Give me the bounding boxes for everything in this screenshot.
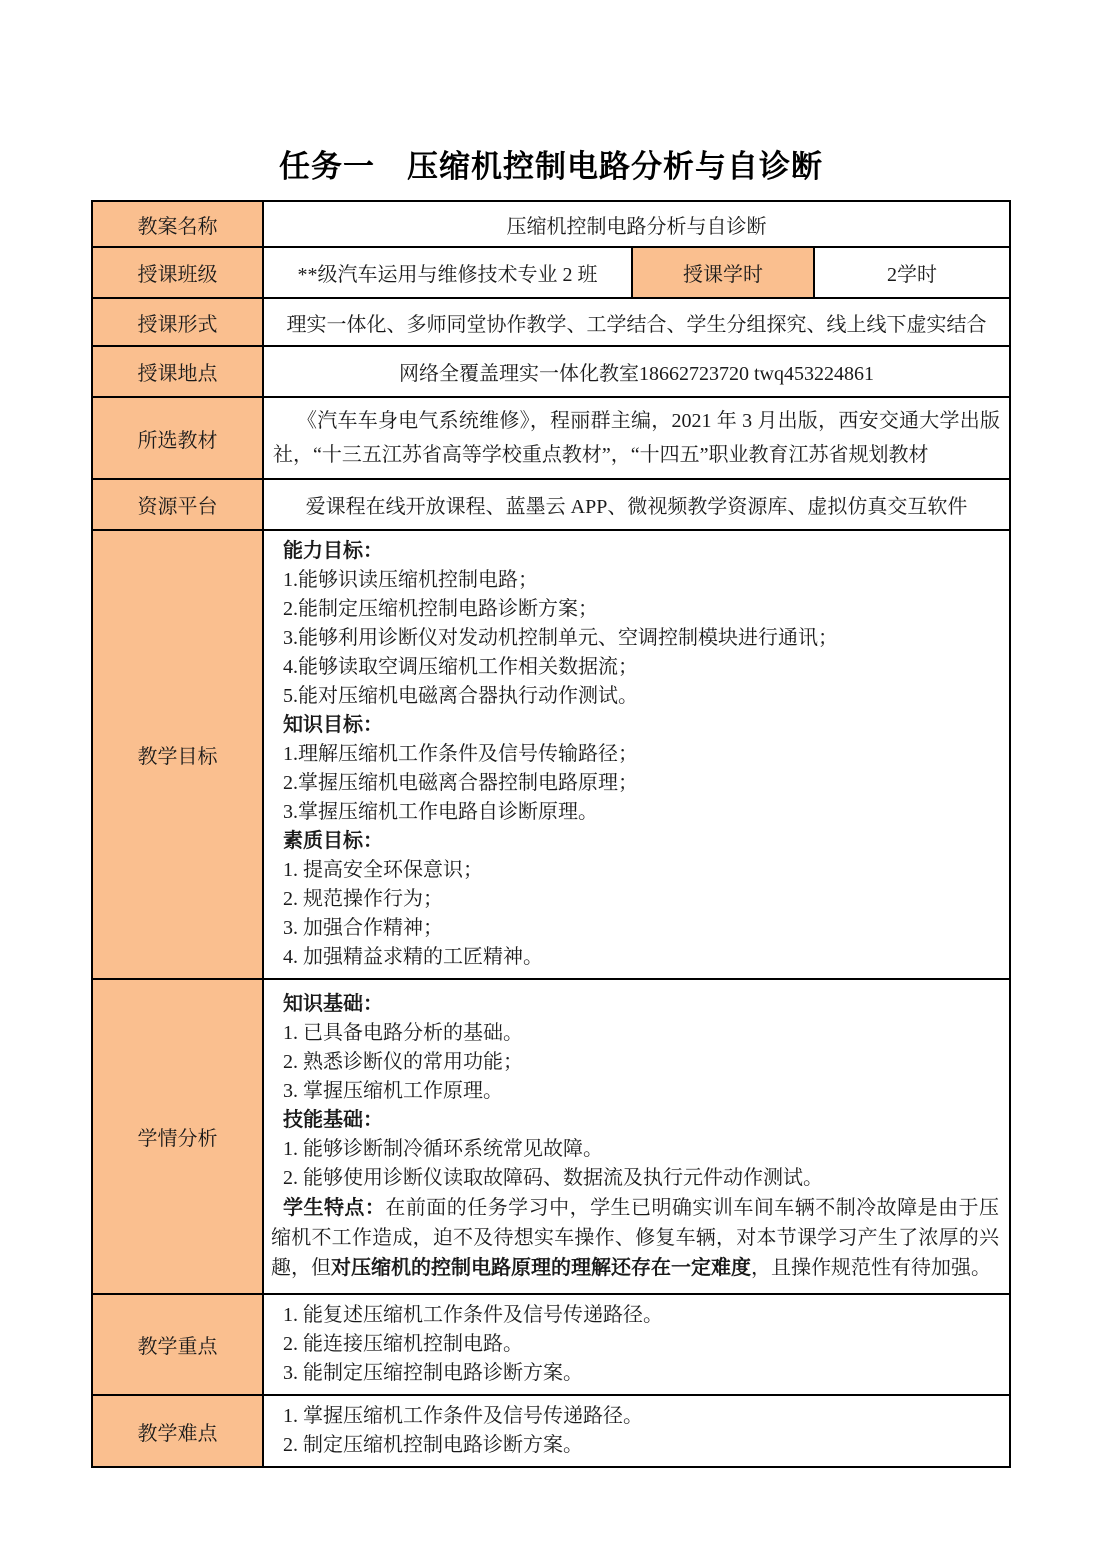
objectives-label: 教学目标 [93,531,264,978]
analysis-item: 2. 熟悉诊断仪的常用功能； [283,1051,523,1073]
textbook-label: 所选教材 [93,398,264,478]
student-traits-bold-run: 对压缩机的控制电路原理的理解还存在一定难度 [331,1257,751,1279]
objective-item: 4.能够读取空调压缩机工作相关数据流； [283,656,638,678]
form-label: 授课形式 [93,299,264,345]
row-textbook [93,396,1009,478]
key-point-item: 2. 能连接压缩机控制电路。 [283,1333,523,1355]
student-traits-text: ，且操作规范性有待加强。 [751,1257,991,1279]
analysis-content [264,980,1009,1293]
analysis-section-heading: 技能基础： [283,1109,383,1131]
difficult-points-label: 教学难点 [93,1396,264,1466]
class-value: **级汽车运用与维修技术专业 2 班 [297,264,598,286]
student-traits-text: 在前面的任务学习中，学生已明确实训车间车辆不制冷故障是由于压缩机不工作造成，迫不及待想实车操作、修复车辆，对本节课学习产生了浓厚的兴趣，但 [271,1197,1000,1279]
row-location [93,345,1009,396]
objectives-content [264,531,1009,978]
analysis-item: 2. 能够使用诊断仪读取故障码、数据流及执行元件动作测试。 [283,1167,823,1189]
hours-value: 2学时 [887,264,937,286]
objective-item: 1.能够识读压缩机控制电路； [283,569,538,591]
difficult-point-item: 2. 制定压缩机控制电路诊断方案。 [283,1434,583,1456]
objective-item: 3. 加强合作精神； [283,917,443,939]
row-key-points [93,1293,1009,1394]
student-traits-lead: 学生特点： [283,1197,386,1219]
analysis-section-heading: 知识基础： [283,993,383,1015]
row-class [93,246,1009,297]
row-analysis [93,978,1009,1293]
platform-value: 爱课程在线开放课程、蓝墨云 APP、微视频教学资源库、虚拟仿真交互软件 [305,496,968,518]
key-points-label: 教学重点 [93,1295,264,1394]
objective-item: 3.能够利用诊断仪对发动机控制单元、空调控制模块进行通讯； [283,627,838,649]
row-platform [93,478,1009,529]
key-point-item: 1. 能复述压缩机工作条件及信号传递路径。 [283,1304,663,1326]
lesson-name-value: 压缩机控制电路分析与自诊断 [506,215,767,238]
analysis-item: 1. 能够诊断制冷循环系统常见故障。 [283,1138,603,1160]
location-value: 网络全覆盖理实一体化教室18662723720 twq453224861 [399,363,874,385]
key-point-item: 3. 能制定压缩控制电路诊断方案。 [283,1362,583,1384]
hours-label: 授课学时 [631,248,815,297]
objective-section-heading: 素质目标： [283,830,383,852]
lesson-name-label: 教案名称 [93,202,264,246]
objective-item: 1. 提高安全环保意识； [283,859,483,881]
objective-section-heading: 知识目标： [283,714,383,736]
textbook-paragraph: 《汽车车身电气系统维修》，程丽群主编，2021 年 3 月出版，西安交通大学出版社，“十三五江苏省高等学校重点教材”，“十四五”职业教育江苏省规划教材 [273,410,1000,466]
objective-item: 5.能对压缩机电磁离合器执行动作测试。 [283,685,638,707]
analysis-label: 学情分析 [93,980,264,1293]
lesson-plan-table [91,200,1011,1468]
row-lesson-name [93,202,1009,246]
analysis-item: 3. 掌握压缩机工作原理。 [283,1080,503,1102]
difficult-points-content [264,1396,1009,1466]
class-label: 授课班级 [93,248,264,297]
page-title: 任务一 压缩机控制电路分析与自诊断 [279,149,823,184]
row-objectives [93,529,1009,978]
objective-item: 2.能制定压缩机控制电路诊断方案； [283,598,598,620]
form-value: 理实一体化、多师同堂协作教学、工学结合、学生分组探究、线上线下虚实结合 [286,313,987,336]
difficult-point-item: 1. 掌握压缩机工作条件及信号传递路径。 [283,1405,643,1427]
objective-item: 2.掌握压缩机电磁离合器控制电路原理； [283,772,638,794]
objective-item: 2. 规范操作行为； [283,888,443,910]
platform-label: 资源平台 [93,480,264,529]
objective-item: 4. 加强精益求精的工匠精神。 [283,946,543,968]
location-label: 授课地点 [93,347,264,396]
key-points-content [264,1295,1009,1394]
textbook-value [264,398,1009,478]
objective-section-heading: 能力目标： [283,540,383,562]
row-difficult-points [93,1394,1009,1466]
student-traits-paragraph [271,1193,999,1283]
analysis-item: 1. 已具备电路分析的基础。 [283,1022,523,1044]
row-form [93,297,1009,345]
objective-item: 1.理解压缩机工作条件及信号传输路径； [283,743,638,765]
objective-item: 3.掌握压缩机工作电路自诊断原理。 [283,801,598,823]
